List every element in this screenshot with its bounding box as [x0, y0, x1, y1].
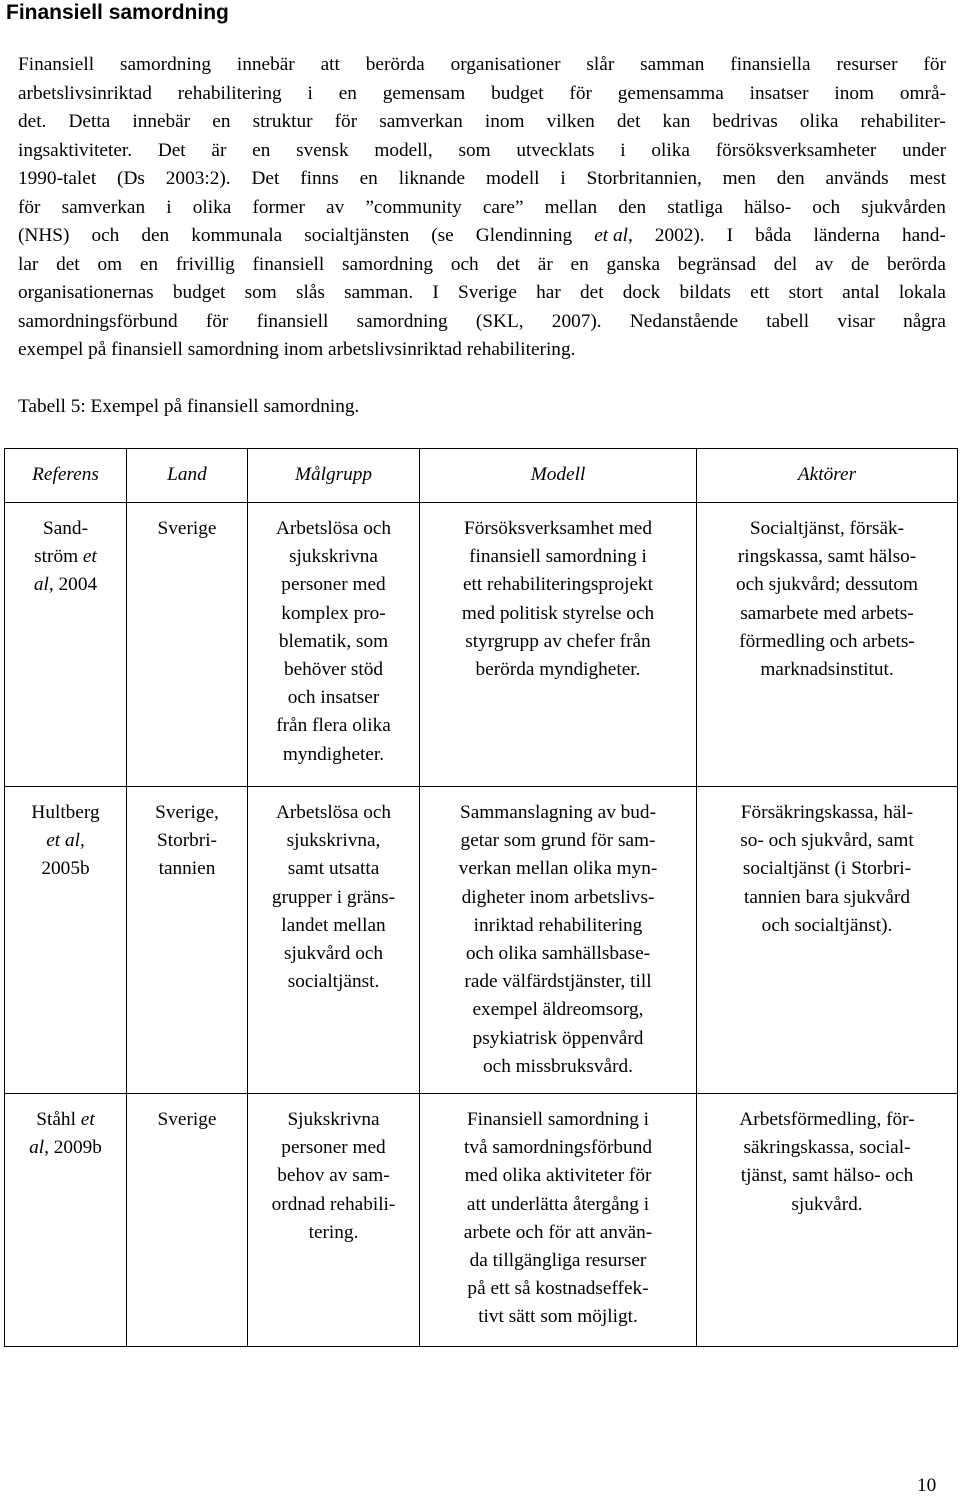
header-malgrupp: Målgrupp	[248, 449, 420, 503]
paragraph-line: 1990-talet (Ds 2003:2). Det finns en liknande modell i Storbritannien, men den används mest	[18, 168, 946, 189]
cell-modell: Sammanslagning av bud- getar som grund för sam- verkan mellan olika myn- digheter inom arbetslivs- inriktad rehabilitering och olika samhällsbase- rade välfärdstjänster, till exempel äldreomsorg, psykiatrisk öppenvård och missbruksvård.	[420, 787, 697, 1094]
paragraph-line: ingsaktiviteter. Det är en svensk modell, som utvecklats i olika försöksverksamheter under	[18, 139, 946, 161]
table-row	[5, 787, 958, 1094]
page-number: 10	[917, 1475, 937, 1496]
cell-referens: Sand- ström et al, 2004	[5, 503, 127, 787]
paragraph-line: lar det om en frivillig finansiell samordning och det är en ganska begränsad del av de berörda	[18, 253, 946, 275]
header-land: Land	[127, 449, 248, 503]
header-modell: Modell	[420, 449, 697, 503]
body-paragraph	[18, 51, 946, 365]
table-row	[5, 1094, 958, 1347]
cell-land: Sverige, Storbri- tannien	[127, 787, 248, 1094]
coordination-table	[4, 448, 958, 1347]
paragraph-line: för samverkan i olika former av ”community care” mellan den statliga hälso- och sjukvården	[18, 196, 946, 218]
cell-referens: Hultberg et al, 2005b	[5, 787, 127, 1094]
paragraph-line: samordningsförbund för finansiell samordning (SKL, 2007). Nedanstående tabell visar några	[18, 310, 946, 332]
paragraph-line: (NHS) och den kommunala socialtjänsten (se Glendinning et al, 2002). I båda länderna hand-	[18, 225, 946, 246]
cell-malgrupp: Sjukskrivna personer med behov av sam- ordnad rehabili- tering.	[248, 1094, 420, 1347]
paragraph-line: exempel på finansiell samordning inom arbetslivsinriktad rehabilitering.	[18, 339, 576, 360]
cell-aktorer: Socialtjänst, försäk- ringskassa, samt hälso- och sjukvård; dessutom samarbete med arbets- förmedling och arbets- marknadsinstitut.	[697, 503, 958, 787]
paragraph-line: arbetslivsinriktad rehabilitering i en gemensam budget för gemensamma insatser inom områ-	[18, 82, 946, 104]
header-referens: Referens	[5, 449, 127, 503]
cell-malgrupp: Arbetslösa och sjukskrivna personer med komplex pro- blematik, som behöver stöd och insatser från flera olika myndigheter.	[248, 503, 420, 787]
table-header-row	[5, 449, 958, 503]
header-aktorer: Aktörer	[697, 449, 958, 503]
cell-land: Sverige	[127, 503, 248, 787]
table-row	[5, 503, 958, 787]
cell-modell: Försöksverksamhet med finansiell samordning i ett rehabiliteringsprojekt med politisk styrelse och styrgrupp av chefer från berörda myndigheter.	[420, 503, 697, 787]
section-heading: Finansiell samordning	[6, 1, 229, 24]
cell-modell: Finansiell samordning i två samordningsförbund med olika aktiviteter för att underlätta återgång i arbete och för att använ- da tillgängliga resurser på ett så kostnadseffek- tivt sätt som möjligt.	[420, 1094, 697, 1347]
paragraph-line: det. Detta innebär en struktur för samverkan inom vilken det kan bedrivas olika rehabiliter-	[18, 111, 946, 132]
paragraph-line: organisationernas budget som slås samman. I Sverige har det dock bildats ett stort antal lokala	[18, 282, 946, 303]
cell-aktorer: Försäkringskassa, häl- so- och sjukvård, samt socialtjänst (i Storbri- tannien bara sjukvård och socialtjänst).	[697, 787, 958, 1094]
paragraph-line: Finansiell samordning innebär att berörda organisationer slår samman finansiella resurser för	[18, 54, 946, 75]
cell-referens: Ståhl et al, 2009b	[5, 1094, 127, 1347]
cell-land: Sverige	[127, 1094, 248, 1347]
cell-malgrupp: Arbetslösa och sjukskrivna, samt utsatta grupper i gräns- landet mellan sjukvård och socialtjänst.	[248, 787, 420, 1094]
table-caption: Tabell 5: Exempel på finansiell samordning.	[18, 396, 360, 417]
cell-aktorer: Arbetsförmedling, för- säkringskassa, social- tjänst, samt hälso- och sjukvård.	[697, 1094, 958, 1347]
